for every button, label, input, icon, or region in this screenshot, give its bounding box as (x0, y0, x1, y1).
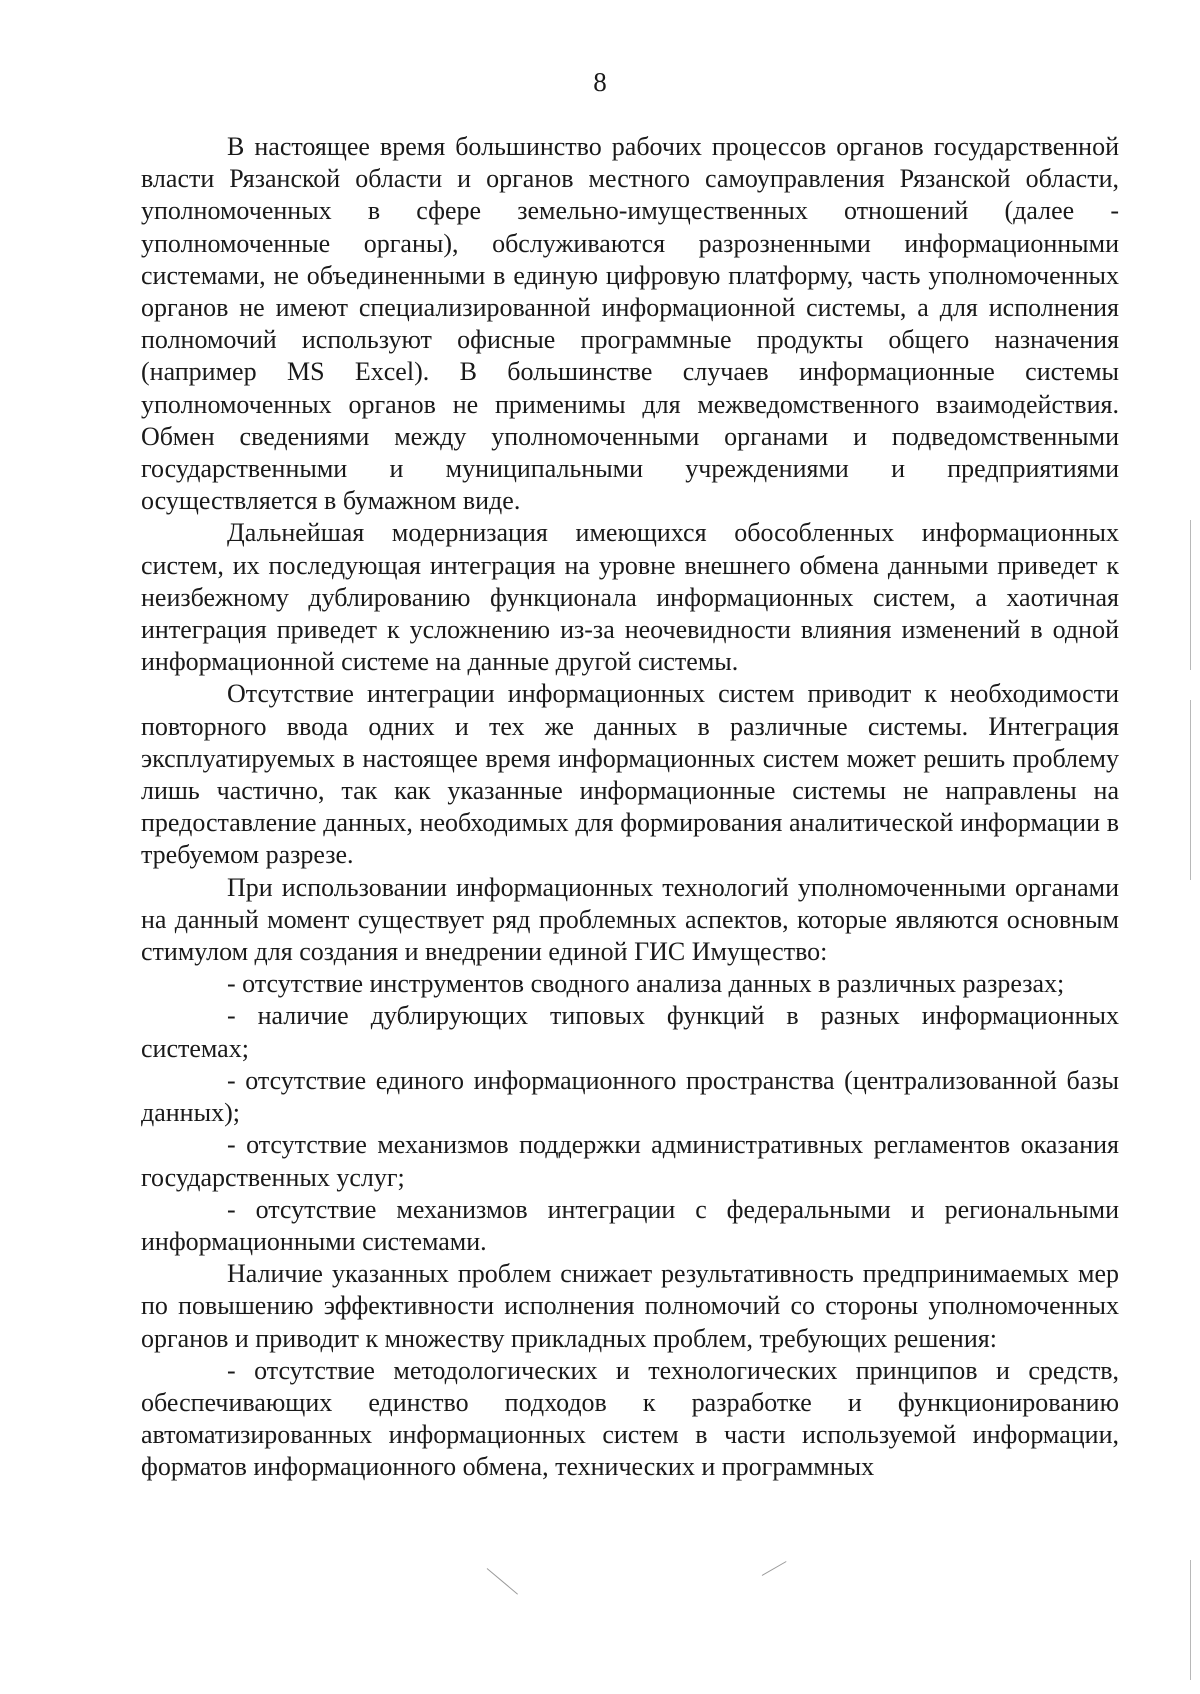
scan-edge-line (1190, 700, 1191, 880)
scan-edge-line (1190, 1560, 1191, 1680)
paragraph-problems-effect: Наличие указанных проблем снижает результативность предпринимаемых мер по повышению эффективности исполнения полномочий со стороны уполномоченных органов и приводит к множеству прикладных проблем, требующих решения: (141, 1259, 1119, 1353)
scan-artifact-mark (762, 1561, 787, 1576)
list-item-information-space: - отсутствие единого информационного пространства (централизованной базы данных); (141, 1065, 1119, 1128)
paragraph-problem-aspects: При использовании информационных технологий уполномоченными органами на данный момент существует ряд проблемных аспектов, которые являются основным стимулом для создания и внедрении единой ГИС Имущество: (141, 872, 1119, 967)
list-item-methodology: - отсутствие методологических и технологических принципов и средств, обеспечивающих единство подходов к разработке и функционированию автоматизированных информационных систем в части используемой информации, форматов информационного обмена, технических и программных (141, 1355, 1119, 1482)
document-body (141, 131, 1119, 1484)
list-item-analysis-tools: - отсутствие инструментов сводного анализа данных в различных разрезах; (227, 969, 1065, 999)
scan-artifact-mark (487, 1568, 518, 1594)
page-number: 8 (593, 67, 607, 97)
paragraph-modernization: Дальнейшая модернизация имеющихся обособленных информационных систем, их последующая интеграция на уровне внешнего обмена данными приведет к неизбежному дублированию функционала информационных систем, а хаотичная интеграция приведет к усложнению из-за неочевидности влияния изменений в одной информационной системе на данные другой системы. (141, 518, 1119, 677)
paragraph-current-state: В настоящее время большинство рабочих процессов органов государственной власти Рязанской области и органов местного самоуправления Рязанской области, уполномоченных в сфере земельно-имущественных отношений (далее - уполномоченные органы), обслуживаются разрозненными информационными системами, не объединенными в единую цифровую платформу, часть уполномоченных органов не имеют специализированной информационной системы, а для исполнения полномочий используют офисные программные продукты общего назначения (например MS Excel). В большинстве случаев информационные системы уполномоченных органов не применимы для межведомственного взаимодействия. Обмен сведениями между уполномоченными органами и подведомственными государственными и муниципальными учреждениями и предприятиями осуществляется в бумажном виде. (141, 132, 1119, 516)
list-item-integration-mechanisms: - отсутствие механизмов интеграции с федеральными и региональными информационными системами. (141, 1194, 1119, 1256)
list-item-duplicate-functions: - наличие дублирующих типовых функций в разных информационных системах; (141, 1001, 1119, 1063)
list-item-admin-regulations: - отсутствие механизмов поддержки административных регламентов оказания государственных услуг; (141, 1130, 1119, 1192)
paragraph-lack-of-integration: Отсутствие интеграции информационных систем приводит к необходимости повторного ввода одних и тех же данных в различные системы. Интеграция эксплуатируемых в настоящее время информационных систем может решить проблему лишь частично, так как указанные информационные системы не направлены на предоставление данных, необходимых для формирования аналитической информации в требуемом разрезе. (141, 679, 1119, 870)
scan-edge-line (1190, 520, 1191, 670)
